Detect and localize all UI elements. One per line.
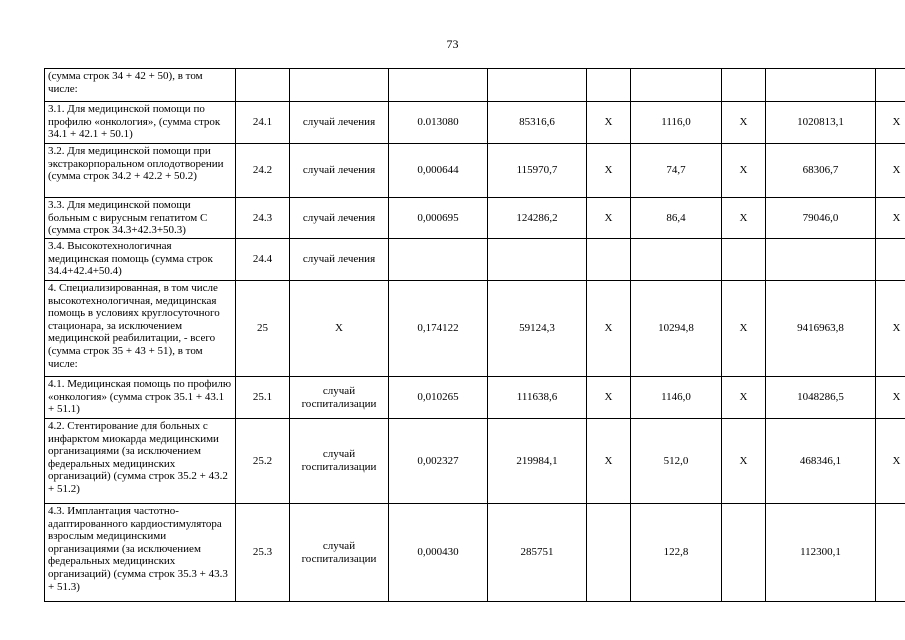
col-6-value: [587, 239, 631, 281]
row-number: 25: [236, 281, 290, 377]
col-6-value: X: [587, 102, 631, 144]
volume-norm: 0,174122: [389, 281, 488, 377]
col-10-value: X: [876, 144, 905, 198]
volume-norm: [389, 69, 488, 102]
col-7-value: 86,4: [631, 198, 722, 239]
row-description: 3.3. Для медицинской помощи больным с вирусным гепатитом С (сумма строк 34.3+42.3+50.3): [45, 198, 236, 239]
row-description: 3.2. Для медицинской помощи при экстракорпоральном оплодотворении (сумма строк 34.2 + 42.2 + 50.2): [45, 144, 236, 198]
cost-norm: 111638,6: [488, 377, 587, 419]
col-9-value: 1048286,5: [766, 377, 876, 419]
table-row: [45, 198, 905, 239]
volume-norm: [389, 239, 488, 281]
col-7-value: 1116,0: [631, 102, 722, 144]
col-9-value: [766, 69, 876, 102]
col-8-value: X: [722, 198, 766, 239]
col-8-value: X: [722, 281, 766, 377]
col-9-value: 68306,7: [766, 144, 876, 198]
cost-norm: 219984,1: [488, 419, 587, 504]
volume-norm: 0,010265: [389, 377, 488, 419]
col-8-value: X: [722, 377, 766, 419]
data-table: [44, 68, 905, 602]
col-7-value: 74,7: [631, 144, 722, 198]
cost-norm: 124286,2: [488, 198, 587, 239]
unit-of-measure: случай лечения: [290, 239, 389, 281]
row-description: 4.2. Стентирование для больных с инфарктом миокарда медицинскими организациями (за исключением федеральных медицинских организаций) (сумма строк 35.2 + 43.2 + 51.2): [45, 419, 236, 504]
col-6-value: X: [587, 419, 631, 504]
volume-norm: 0,000430: [389, 504, 488, 602]
col-10-value: X: [876, 198, 905, 239]
col-6-value: [587, 69, 631, 102]
col-7-value: 512,0: [631, 419, 722, 504]
cost-norm: 85316,6: [488, 102, 587, 144]
row-number: 24.1: [236, 102, 290, 144]
row-number: 24.4: [236, 239, 290, 281]
row-number: 25.2: [236, 419, 290, 504]
table-row: [45, 504, 905, 602]
cost-norm: 59124,3: [488, 281, 587, 377]
col-10-value: X: [876, 377, 905, 419]
col-7-value: [631, 69, 722, 102]
table-row: [45, 281, 905, 377]
row-description: 3.4. Высокотехнологичная медицинская помощь (сумма строк 34.4+42.4+50.4): [45, 239, 236, 281]
col-7-value: 1146,0: [631, 377, 722, 419]
col-7-value: [631, 239, 722, 281]
unit-of-measure: X: [290, 281, 389, 377]
col-8-value: [722, 239, 766, 281]
col-9-value: 112300,1: [766, 504, 876, 602]
table-body: [45, 69, 905, 602]
table-row: [45, 144, 905, 198]
col-8-value: X: [722, 419, 766, 504]
table-row: [45, 377, 905, 419]
col-9-value: 468346,1: [766, 419, 876, 504]
col-6-value: [587, 504, 631, 602]
row-number: 25.3: [236, 504, 290, 602]
row-description: 3.1. Для медицинской помощи по профилю «онкология», (сумма строк 34.1 + 42.1 + 50.1): [45, 102, 236, 144]
col-7-value: 10294,8: [631, 281, 722, 377]
col-10-value: [876, 69, 905, 102]
col-10-value: [876, 504, 905, 602]
unit-of-measure: случай госпитализации: [290, 419, 389, 504]
unit-of-measure: [290, 69, 389, 102]
row-number: 25.1: [236, 377, 290, 419]
table-row: [45, 69, 905, 102]
row-description: 4.3. Имплантация частотно-адаптированного кардиостимулятора взрослым медицинскими организациями (за исключением федеральных медицинских организаций) (сумма строк 35.3 + 43.3 + 51.3): [45, 504, 236, 602]
col-6-value: X: [587, 377, 631, 419]
cost-norm: [488, 239, 587, 281]
col-10-value: [876, 239, 905, 281]
unit-of-measure: случай лечения: [290, 198, 389, 239]
volume-norm: 0.013080: [389, 102, 488, 144]
cost-norm: [488, 69, 587, 102]
page-number: 73: [446, 37, 459, 51]
cost-norm: 115970,7: [488, 144, 587, 198]
col-9-value: [766, 239, 876, 281]
col-9-value: 1020813,1: [766, 102, 876, 144]
cost-norm: 285751: [488, 504, 587, 602]
volume-norm: 0,000644: [389, 144, 488, 198]
col-8-value: [722, 504, 766, 602]
col-8-value: [722, 69, 766, 102]
col-8-value: X: [722, 144, 766, 198]
table-row: [45, 419, 905, 504]
col-9-value: 9416963,8: [766, 281, 876, 377]
unit-of-measure: случай госпитализации: [290, 377, 389, 419]
unit-of-measure: случай госпитализации: [290, 504, 389, 602]
table-row: [45, 239, 905, 281]
col-8-value: X: [722, 102, 766, 144]
col-10-value: X: [876, 281, 905, 377]
table-row: [45, 102, 905, 144]
col-6-value: X: [587, 144, 631, 198]
unit-of-measure: случай лечения: [290, 102, 389, 144]
row-description: 4.1. Медицинская помощь по профилю «онкология» (сумма строк 35.1 + 43.1 + 51.1): [45, 377, 236, 419]
col-10-value: X: [876, 419, 905, 504]
volume-norm: 0,002327: [389, 419, 488, 504]
col-6-value: X: [587, 198, 631, 239]
col-9-value: 79046,0: [766, 198, 876, 239]
volume-norm: 0,000695: [389, 198, 488, 239]
row-number: [236, 69, 290, 102]
col-7-value: 122,8: [631, 504, 722, 602]
row-description: (сумма строк 34 + 42 + 50), в том числе:: [45, 69, 236, 102]
col-6-value: X: [587, 281, 631, 377]
row-number: 24.3: [236, 198, 290, 239]
col-10-value: X: [876, 102, 905, 144]
row-description: 4. Специализированная, в том числе высокотехнологичная, медицинская помощь в условиях круглосуточного стационара, за исключением медицинской реабилитации, - всего (сумма строк 35 + 43 + 51), в том числе:: [45, 281, 236, 377]
unit-of-measure: случай лечения: [290, 144, 389, 198]
row-number: 24.2: [236, 144, 290, 198]
